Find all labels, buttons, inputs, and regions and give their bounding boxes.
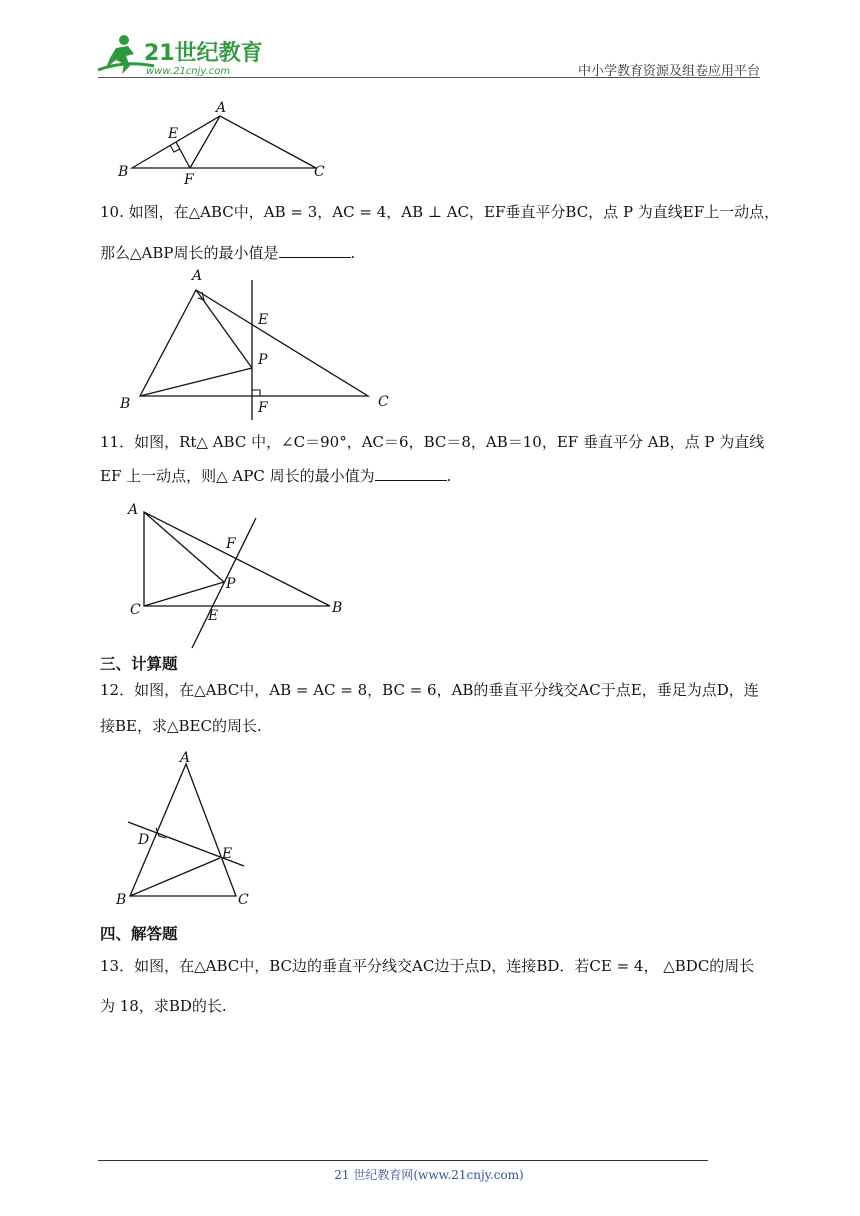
question-12-line1: 12．如图，在△ABC中，AB = AC = 8，BC = 6，AB的垂直平分线交AC于点E，垂足为点D，连: [100, 681, 759, 699]
answer-blank-q11[interactable]: [375, 466, 447, 481]
fig10-label-f: F: [258, 400, 268, 416]
fig9-label-b: B: [118, 164, 129, 180]
question-10-period: .: [350, 244, 356, 262]
question-11-text: EF 上一动点，则△ APC 周长的最小值为: [100, 467, 375, 485]
fig11-label-b: B: [332, 600, 343, 616]
section-heading-calculation: 三、计算题: [100, 655, 178, 673]
logo-main-text: 21世纪教育: [144, 41, 263, 66]
fig11-label-p: P: [226, 576, 236, 592]
fig11-label-c: C: [130, 602, 141, 618]
question-13-line1: 13．如图，在△ABC中，BC边的垂直平分线交AC边于点D，连接BD．若CE = 4， △BDC的周长: [100, 957, 755, 975]
footer-text[interactable]: 21 世纪教育网(www.21cnjy.com): [334, 1168, 524, 1182]
fig11-label-f: F: [226, 536, 236, 552]
fig11-label-a: A: [128, 502, 139, 518]
header-platform-text: 中小学教育资源及组卷应用平台: [577, 64, 760, 79]
section-heading-answer: 四、解答题: [100, 925, 178, 943]
logo-graphic: [94, 30, 264, 80]
fig12-label-d: D: [138, 832, 150, 848]
question-10-text: 那么△ABP周长的最小值是: [100, 244, 279, 262]
footer-divider: [98, 1160, 708, 1161]
fig12-label-a: A: [180, 750, 191, 766]
figure-q12: [112, 750, 262, 910]
fig9-label-e: E: [168, 126, 179, 142]
site-logo: [94, 30, 264, 80]
fig10-label-p: P: [258, 352, 268, 368]
logo-url-text: www.21cnjy.com: [146, 66, 231, 77]
answer-blank-q10[interactable]: [279, 243, 351, 258]
fig9-label-f: F: [184, 172, 194, 188]
question-10-line1: 10. 如图，在△ABC中，AB = 3，AC = 4，AB ⊥ AC，EF垂直平分BC，点 P 为直线EF上一动点，: [100, 203, 780, 221]
question-13-line2: 为 18，求BD的长.: [100, 997, 227, 1015]
fig10-label-c: C: [378, 394, 389, 410]
question-10-line2: [100, 243, 355, 263]
header-divider: [98, 77, 760, 78]
fig12-label-e: E: [222, 846, 233, 862]
fig11-label-e: E: [208, 608, 219, 624]
fig12-label-c: C: [238, 892, 249, 908]
fig10-label-a: A: [192, 268, 203, 284]
fig10-label-e: E: [258, 312, 269, 328]
question-11-line1: 11．如图，Rt△ ABC 中，∠C＝90°，AC＝6，BC＝8，AB＝10，EF 垂直平分 AB，点 P 为直线: [100, 433, 765, 451]
fig10-label-b: B: [120, 396, 131, 412]
figure-q10: [112, 266, 412, 421]
question-11-line2: [100, 466, 451, 486]
fig12-label-b: B: [116, 892, 127, 908]
figure-q11: [120, 498, 360, 654]
fig9-label-a: A: [216, 100, 227, 116]
question-12-line2: 接BE，求△BEC的周长.: [100, 717, 262, 735]
question-11-period: .: [446, 467, 452, 485]
fig9-label-c: C: [314, 164, 325, 180]
figure-q9: [110, 98, 340, 188]
